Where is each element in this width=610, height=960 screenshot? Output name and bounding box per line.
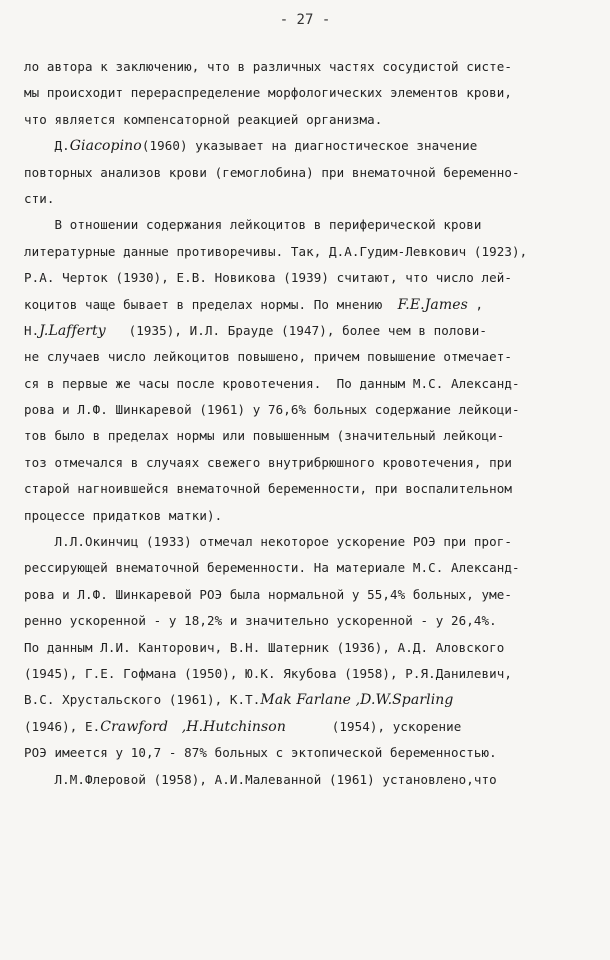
text-line	[24, 318, 584, 344]
text-segment: тоз отмечался в случаях свежего внутрибрюшного кровотечения, при	[24, 454, 513, 470]
text-line	[24, 186, 584, 212]
body-text	[24, 54, 584, 793]
text-line	[24, 292, 584, 318]
text-segment: повторных анализов крови (гемоглобина) при внематочной беременно-	[24, 164, 520, 180]
text-line	[24, 265, 584, 291]
text-segment: ся в первые же часы после кровотечения. По данным М.С. Александ-	[24, 375, 520, 391]
handwritten-name: Mak Farlane ,D.W.Sparling	[260, 692, 454, 709]
text-line	[24, 767, 584, 793]
text-segment: рова и Л.Ф. Шинкаревой РОЭ была нормальной у 55,4% больных, уме-	[24, 586, 513, 602]
text-segment: Л.Л.Окинчиц (1933) отмечал некоторое ускорение РОЭ при прог-	[24, 534, 513, 550]
text-line	[24, 714, 584, 740]
text-segment: процессе придатков матки).	[24, 507, 223, 523]
text-segment: мы происходит перераспределение морфологических элементов крови,	[24, 85, 513, 101]
text-segment: тов было в пределах нормы или повышенным (значительный лейкоци-	[24, 428, 505, 444]
text-segment: (1960) указывает на диагностическое значение	[141, 138, 478, 154]
text-segment: По данным Л.И. Канторович, В.Н. Шатерник (1936), А.Д. Аловского	[24, 639, 505, 655]
text-segment: Д.	[24, 138, 70, 154]
text-line	[24, 503, 584, 529]
text-line	[24, 133, 584, 159]
text-segment: (1954), ускорение	[285, 718, 462, 734]
text-line	[24, 107, 584, 133]
text-segment: ,	[467, 296, 484, 312]
text-segment: не случаев число лейкоцитов повышено, причем повышение отмечает-	[24, 349, 513, 365]
text-segment: В.С. Хрустальского (1961), К.Т.	[24, 692, 261, 708]
text-segment: ренно ускоренной - у 18,2% и значительно ускоренной - у 26,4%.	[24, 613, 497, 629]
handwritten-name: J.Lafferty	[39, 322, 106, 339]
text-segment: (1946), Е.	[24, 718, 101, 734]
text-segment: H.	[24, 322, 40, 338]
text-line	[24, 555, 584, 581]
text-segment: что является компенсаторной реакцией организма.	[24, 111, 383, 127]
text-line	[24, 635, 584, 661]
text-line	[24, 687, 584, 713]
handwritten-name: Crawford ,H.Hutchinson	[100, 718, 286, 735]
text-segment: старой нагноившейся внематочной беременности, при воспалительном	[24, 481, 513, 497]
text-segment: РОЭ имеется у 10,7 - 87% больных с эктопической беременностью.	[24, 745, 497, 761]
text-line	[24, 423, 584, 449]
text-segment: Л.М.Флеровой (1958), А.И.Малеванной (1961) установлено,что	[24, 771, 497, 787]
text-segment: коцитов чаще бывает в пределах нормы. По мнению	[24, 296, 398, 312]
text-segment: рова и Л.Ф. Шинкаревой (1961) у 76,6% больных содержание лейкоци-	[24, 402, 520, 418]
text-segment: рессирующей внематочной беременности. На материале М.С. Александ-	[24, 560, 520, 576]
text-line	[24, 80, 584, 106]
text-line	[24, 529, 584, 555]
text-line	[24, 450, 584, 476]
text-segment: (1935), И.Л. Брауде (1947), более чем в полови-	[105, 322, 488, 338]
text-segment: В отношении содержания лейкоцитов в периферической крови	[24, 217, 482, 233]
text-line	[24, 740, 584, 766]
text-line	[24, 661, 584, 687]
text-line	[24, 212, 584, 238]
text-line	[24, 371, 584, 397]
text-line	[24, 608, 584, 634]
text-segment: Р.А. Черток (1930), Е.В. Новикова (1939) считают, что число лей-	[24, 270, 513, 286]
text-segment: (1945), Г.Е. Гофмана (1950), Ю.К. Якубова (1958), Р.Я.Данилевич,	[24, 665, 513, 681]
handwritten-name: Giacopino	[69, 138, 142, 155]
text-segment: литературные данные противоречивы. Так, Д.А.Гудим-Левкович (1923),	[24, 243, 528, 259]
text-line	[24, 344, 584, 370]
text-line	[24, 54, 584, 80]
text-segment: сти.	[24, 190, 55, 206]
handwritten-name: F.E.James	[397, 296, 468, 313]
text-line	[24, 476, 584, 502]
text-line	[24, 160, 584, 186]
text-line	[24, 239, 584, 265]
page-number: - 27 -	[279, 12, 331, 28]
text-line	[24, 582, 584, 608]
text-segment: ло автора к заключению, что в различных частях сосудистой систе-	[24, 59, 513, 74]
text-line	[24, 397, 584, 423]
